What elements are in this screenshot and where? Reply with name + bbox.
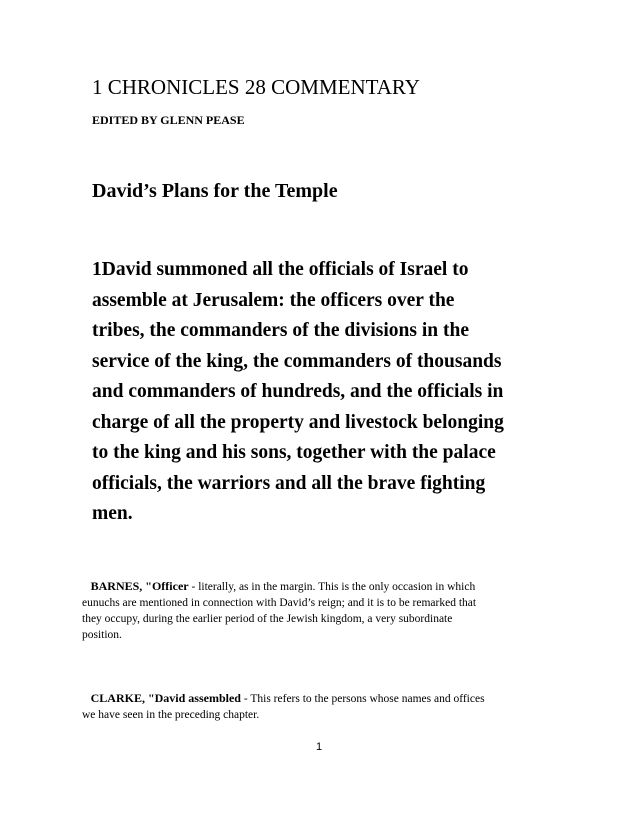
verse-line: assemble at Jerusalem: the officers over the <box>92 289 455 311</box>
verse-line: tribes, the commanders of the divisions in the <box>92 320 469 341</box>
commentary-text: - literally, as in the margin. This is the only occasion in which <box>188 581 476 593</box>
commentary-clarke <box>82 690 552 723</box>
verse-line: charge of all the property and livestock belonging <box>92 411 504 433</box>
commentary-source: BARNES, "Officer <box>90 579 189 593</box>
verse-line: and commanders of hundreds, and the officials in <box>92 381 504 402</box>
commentary-first-line <box>82 690 552 707</box>
commentary-source: CLARKE, "David assembled <box>90 691 241 705</box>
verse-text <box>92 255 552 530</box>
verse-line: officials, the warriors and all the brave fighting <box>92 472 486 494</box>
verse-line: men. <box>92 503 133 524</box>
commentary-first-line <box>82 578 552 595</box>
verse-line: to the king and his sons, together with the palace <box>92 442 496 463</box>
commentary-text: - This refers to the persons whose names and offices <box>240 693 485 705</box>
section-heading: David’s Plans for the Temple <box>92 180 338 202</box>
commentary-line: eunuchs are mentioned in connection with David’s reign; and it is to be remarked that <box>82 597 477 609</box>
verse-line: service of the king, the commanders of thousands <box>92 350 502 372</box>
page-number: 1 <box>315 741 323 753</box>
commentary-line: they occupy, during the earlier period of the Jewish kingdom, a very subordinate <box>82 613 453 625</box>
commentary-line: we have seen in the preceding chapter. <box>82 709 260 721</box>
commentary-line: position. <box>82 629 122 641</box>
commentary-barnes <box>82 578 552 643</box>
document-title: 1 CHRONICLES 28 COMMENTARY <box>92 75 420 99</box>
verse-line: 1David summoned all the officials of Israel to <box>92 259 469 280</box>
editor-credit: EDITED BY GLENN PEASE <box>92 113 245 127</box>
